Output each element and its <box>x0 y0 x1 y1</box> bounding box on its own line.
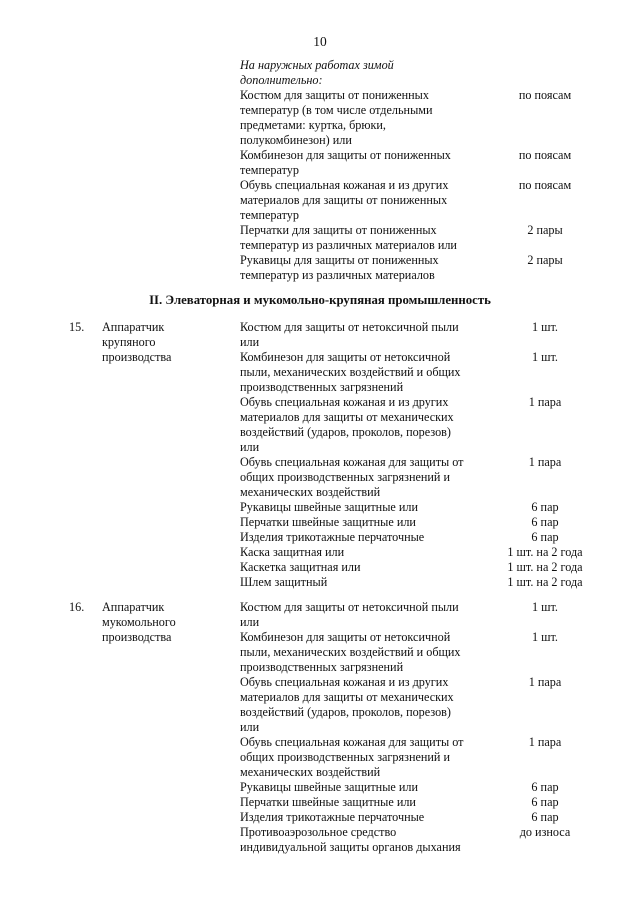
ppe-quantity: 1 пара <box>528 675 562 689</box>
ppe-item-line: общих производственных загрязнений и <box>240 470 451 484</box>
ppe-item <box>240 795 479 810</box>
ppe-item <box>240 455 479 500</box>
ppe-item-line: Перчатки швейные защитные или <box>240 515 416 529</box>
ppe-item-line: индивидуальной защиты органов дыхания <box>240 840 461 854</box>
ppe-quantity: 1 шт. <box>532 600 558 614</box>
ppe-item <box>240 560 479 575</box>
ppe-quantity: 1 шт. на 2 года <box>507 545 583 559</box>
ppe-quantity: 2 пары <box>527 223 563 237</box>
ppe-item <box>240 600 479 630</box>
ppe-quantity: 1 пара <box>528 395 562 409</box>
ppe-quantity: 1 шт. <box>532 320 558 334</box>
ppe-quantity: 1 пара <box>528 735 562 749</box>
ppe-item-line: Перчатки швейные защитные или <box>240 795 416 809</box>
ppe-item-line: температур из различных материалов или <box>240 238 457 252</box>
ppe-item <box>240 575 479 590</box>
ppe-item <box>240 395 479 455</box>
ppe-quantity: до износа <box>519 825 571 839</box>
ppe-item-line: температур (в том числе отдельными <box>240 103 433 117</box>
job-title-line: Аппаратчик <box>102 600 165 614</box>
page-number: 10 <box>313 34 327 49</box>
job-title-line: Аппаратчик <box>102 320 165 334</box>
job-title <box>102 320 222 365</box>
ppe-quantity: по поясам <box>518 148 572 162</box>
ppe-item-line: Комбинезон для защиты от пониженных <box>240 148 451 162</box>
row-number: 16. <box>69 600 85 614</box>
ppe-item-line: Комбинезон для защиты от нетоксичной <box>240 350 451 364</box>
ppe-item <box>240 530 479 545</box>
ppe-item-line: Рукавицы швейные защитные или <box>240 780 418 794</box>
ppe-item-line: пыли, механических воздействий и общих <box>240 365 461 379</box>
ppe-item-line: Костюм для защиты от нетоксичной пыли <box>240 320 459 334</box>
job-title-line: мукомольного <box>102 615 176 629</box>
ppe-item-line: Обувь специальная кожаная для защиты от <box>240 455 464 469</box>
ppe-item-line: Противоаэрозольное средство <box>240 825 397 839</box>
ppe-quantity: 6 пар <box>531 515 559 529</box>
ppe-item-line: Обувь специальная кожаная и из других <box>240 675 449 689</box>
ppe-item-line: механических воздействий <box>240 485 381 499</box>
ppe-item-line: материалов для защиты от механических <box>240 690 454 704</box>
ppe-item <box>240 253 479 283</box>
ppe-item-line: Костюм для защиты от нетоксичной пыли <box>240 600 459 614</box>
ppe-item <box>240 350 479 395</box>
ppe-item-line: материалов для защиты от механических <box>240 410 454 424</box>
ppe-item-line: или <box>240 335 260 349</box>
ppe-quantity: 6 пар <box>531 500 559 514</box>
ppe-item <box>240 735 479 780</box>
ppe-quantity: 6 пар <box>531 530 559 544</box>
ppe-item <box>240 545 479 560</box>
ppe-item-line: Рукавицы для защиты от пониженных <box>240 253 439 267</box>
ppe-quantity: 1 шт. на 2 года <box>507 575 583 589</box>
job-title-line: производства <box>102 630 172 644</box>
ppe-item-line: или <box>240 720 260 734</box>
ppe-item <box>240 148 479 178</box>
ppe-item-line: предметами: куртка, брюки, <box>240 118 386 132</box>
ppe-item-line: Обувь специальная кожаная и из других <box>240 178 449 192</box>
ppe-item-line: Изделия трикотажные перчаточные <box>240 810 425 824</box>
ppe-item-line: пыли, механических воздействий и общих <box>240 645 461 659</box>
ppe-quantity: 1 шт. <box>532 350 558 364</box>
ppe-item <box>240 320 479 350</box>
ppe-quantity: 6 пар <box>531 795 559 809</box>
ppe-quantity: 1 шт. на 2 года <box>507 560 583 574</box>
ppe-item <box>240 810 479 825</box>
ppe-item <box>240 178 479 223</box>
job-title <box>102 600 222 645</box>
ppe-quantity: 1 пара <box>528 455 562 469</box>
ppe-item-line: Комбинезон для защиты от нетоксичной <box>240 630 451 644</box>
ppe-quantity: 2 пары <box>527 253 563 267</box>
ppe-item-line: полукомбинезон) или <box>240 133 352 147</box>
ppe-quantity: по поясам <box>518 178 572 192</box>
table-row <box>0 320 640 590</box>
ppe-item-line: воздействий (ударов, проколов, порезов) <box>240 705 451 719</box>
ppe-item-line: Костюм для защиты от пониженных <box>240 88 429 102</box>
ppe-item-line: производственных загрязнений <box>240 660 404 674</box>
ppe-item-line: воздействий (ударов, проколов, порезов) <box>240 425 451 439</box>
ppe-item <box>240 630 479 675</box>
ppe-item-line: Шлем защитный <box>240 575 328 589</box>
ppe-item <box>240 675 479 735</box>
ppe-quantity: 6 пар <box>531 810 559 824</box>
ppe-item <box>240 780 479 795</box>
ppe-item <box>240 500 479 515</box>
table-row <box>0 600 640 860</box>
job-title-line: крупяного <box>102 335 156 349</box>
ppe-item-line: материалов для защиты от пониженных <box>240 193 448 207</box>
ppe-item-line: Перчатки для защиты от пониженных <box>240 223 437 237</box>
ppe-item <box>240 223 479 253</box>
ppe-item-line: температур <box>240 163 299 177</box>
winter-outdoor-supplement <box>0 58 640 283</box>
ppe-item-line: Каска защитная или <box>240 545 345 559</box>
ppe-item-line: общих производственных загрязнений и <box>240 750 451 764</box>
ppe-item <box>240 88 479 148</box>
winter-subheading-line: дополнительно: <box>240 73 323 87</box>
ppe-item-line: Обувь специальная кожаная и из других <box>240 395 449 409</box>
ppe-item <box>240 515 479 530</box>
ppe-item-line: Рукавицы швейные защитные или <box>240 500 418 514</box>
ppe-item-line: температур из различных материалов <box>240 268 435 282</box>
ppe-quantity: 1 шт. <box>532 630 558 644</box>
ppe-item-line: или <box>240 440 260 454</box>
ppe-quantity: 6 пар <box>531 780 559 794</box>
ppe-item-line: Изделия трикотажные перчаточные <box>240 530 425 544</box>
winter-subheading <box>240 58 479 88</box>
ppe-item-line: или <box>240 615 260 629</box>
winter-subheading-line: На наружных работах зимой <box>240 58 394 72</box>
ppe-item-line: механических воздействий <box>240 765 381 779</box>
ppe-item-line: Каскетка защитная или <box>240 560 361 574</box>
section-heading: II. Элеваторная и мукомольно-крупяная промышленность <box>149 293 491 307</box>
row-number: 15. <box>69 320 85 334</box>
ppe-item-line: производственных загрязнений <box>240 380 404 394</box>
job-title-line: производства <box>102 350 172 364</box>
ppe-item-line: температур <box>240 208 299 222</box>
ppe-item <box>240 825 479 855</box>
ppe-quantity: по поясам <box>518 88 572 102</box>
ppe-item-line: Обувь специальная кожаная для защиты от <box>240 735 464 749</box>
